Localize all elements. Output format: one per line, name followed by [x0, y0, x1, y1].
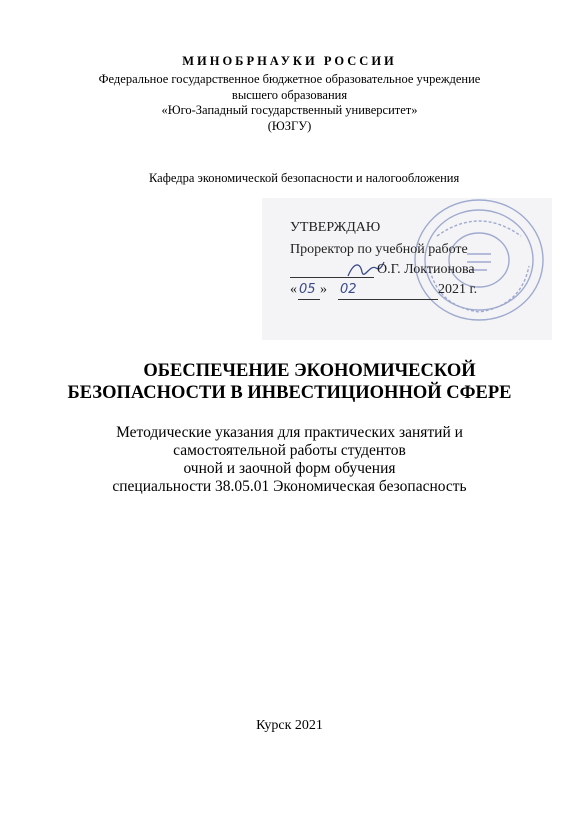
approval-day: 05 — [299, 282, 316, 297]
org-line-1: Федеральное государственное бюджетное образовательное учреждение — [98, 72, 481, 86]
org-line-2: высшего образования — [231, 87, 348, 102]
date-quote-open: « — [290, 282, 297, 297]
city-year: Курск 2021 — [256, 718, 323, 733]
approval-title: УТВЕРЖДАЮ — [290, 220, 381, 235]
title-line-1: ОБЕСПЕЧЕНИЕ ЭКОНОМИЧЕСКОЙ — [143, 361, 476, 381]
month-underline — [338, 299, 438, 300]
day-underline — [298, 299, 320, 300]
ministry-heading: МИНОБРНАУКИ РОССИИ — [182, 54, 397, 68]
date-quote-close: » — [320, 282, 327, 297]
subtitle-line-3: очной и заочной форм обучения — [183, 460, 396, 477]
department-name: Кафедра экономической безопасности и налогообложения — [149, 171, 460, 185]
document-subtitle — [0, 424, 579, 496]
organization-block — [0, 72, 579, 134]
org-line-4: (ЮЗГУ) — [267, 118, 312, 133]
university-stamp — [407, 196, 549, 326]
approver-position: Проректор по учебной работе — [290, 242, 468, 257]
document-title — [0, 360, 579, 404]
approver-name: О.Г. Локтионова — [377, 262, 475, 277]
approval-month: 02 — [340, 282, 357, 297]
subtitle-line-2: самостоятельной работы студентов — [173, 442, 406, 459]
approval-block — [262, 198, 552, 340]
org-line-3: «Юго-Западный государственный университет» — [161, 103, 418, 117]
subtitle-line-4: специальности 38.05.01 Экономическая безопасность — [112, 478, 467, 495]
title-line-2: БЕЗОПАСНОСТИ В ИНВЕСТИЦИОННОЙ СФЕРЕ — [67, 383, 512, 403]
approval-year: 2021 г. — [438, 282, 478, 297]
subtitle-line-1: Методические указания для практических занятий и — [116, 424, 463, 441]
